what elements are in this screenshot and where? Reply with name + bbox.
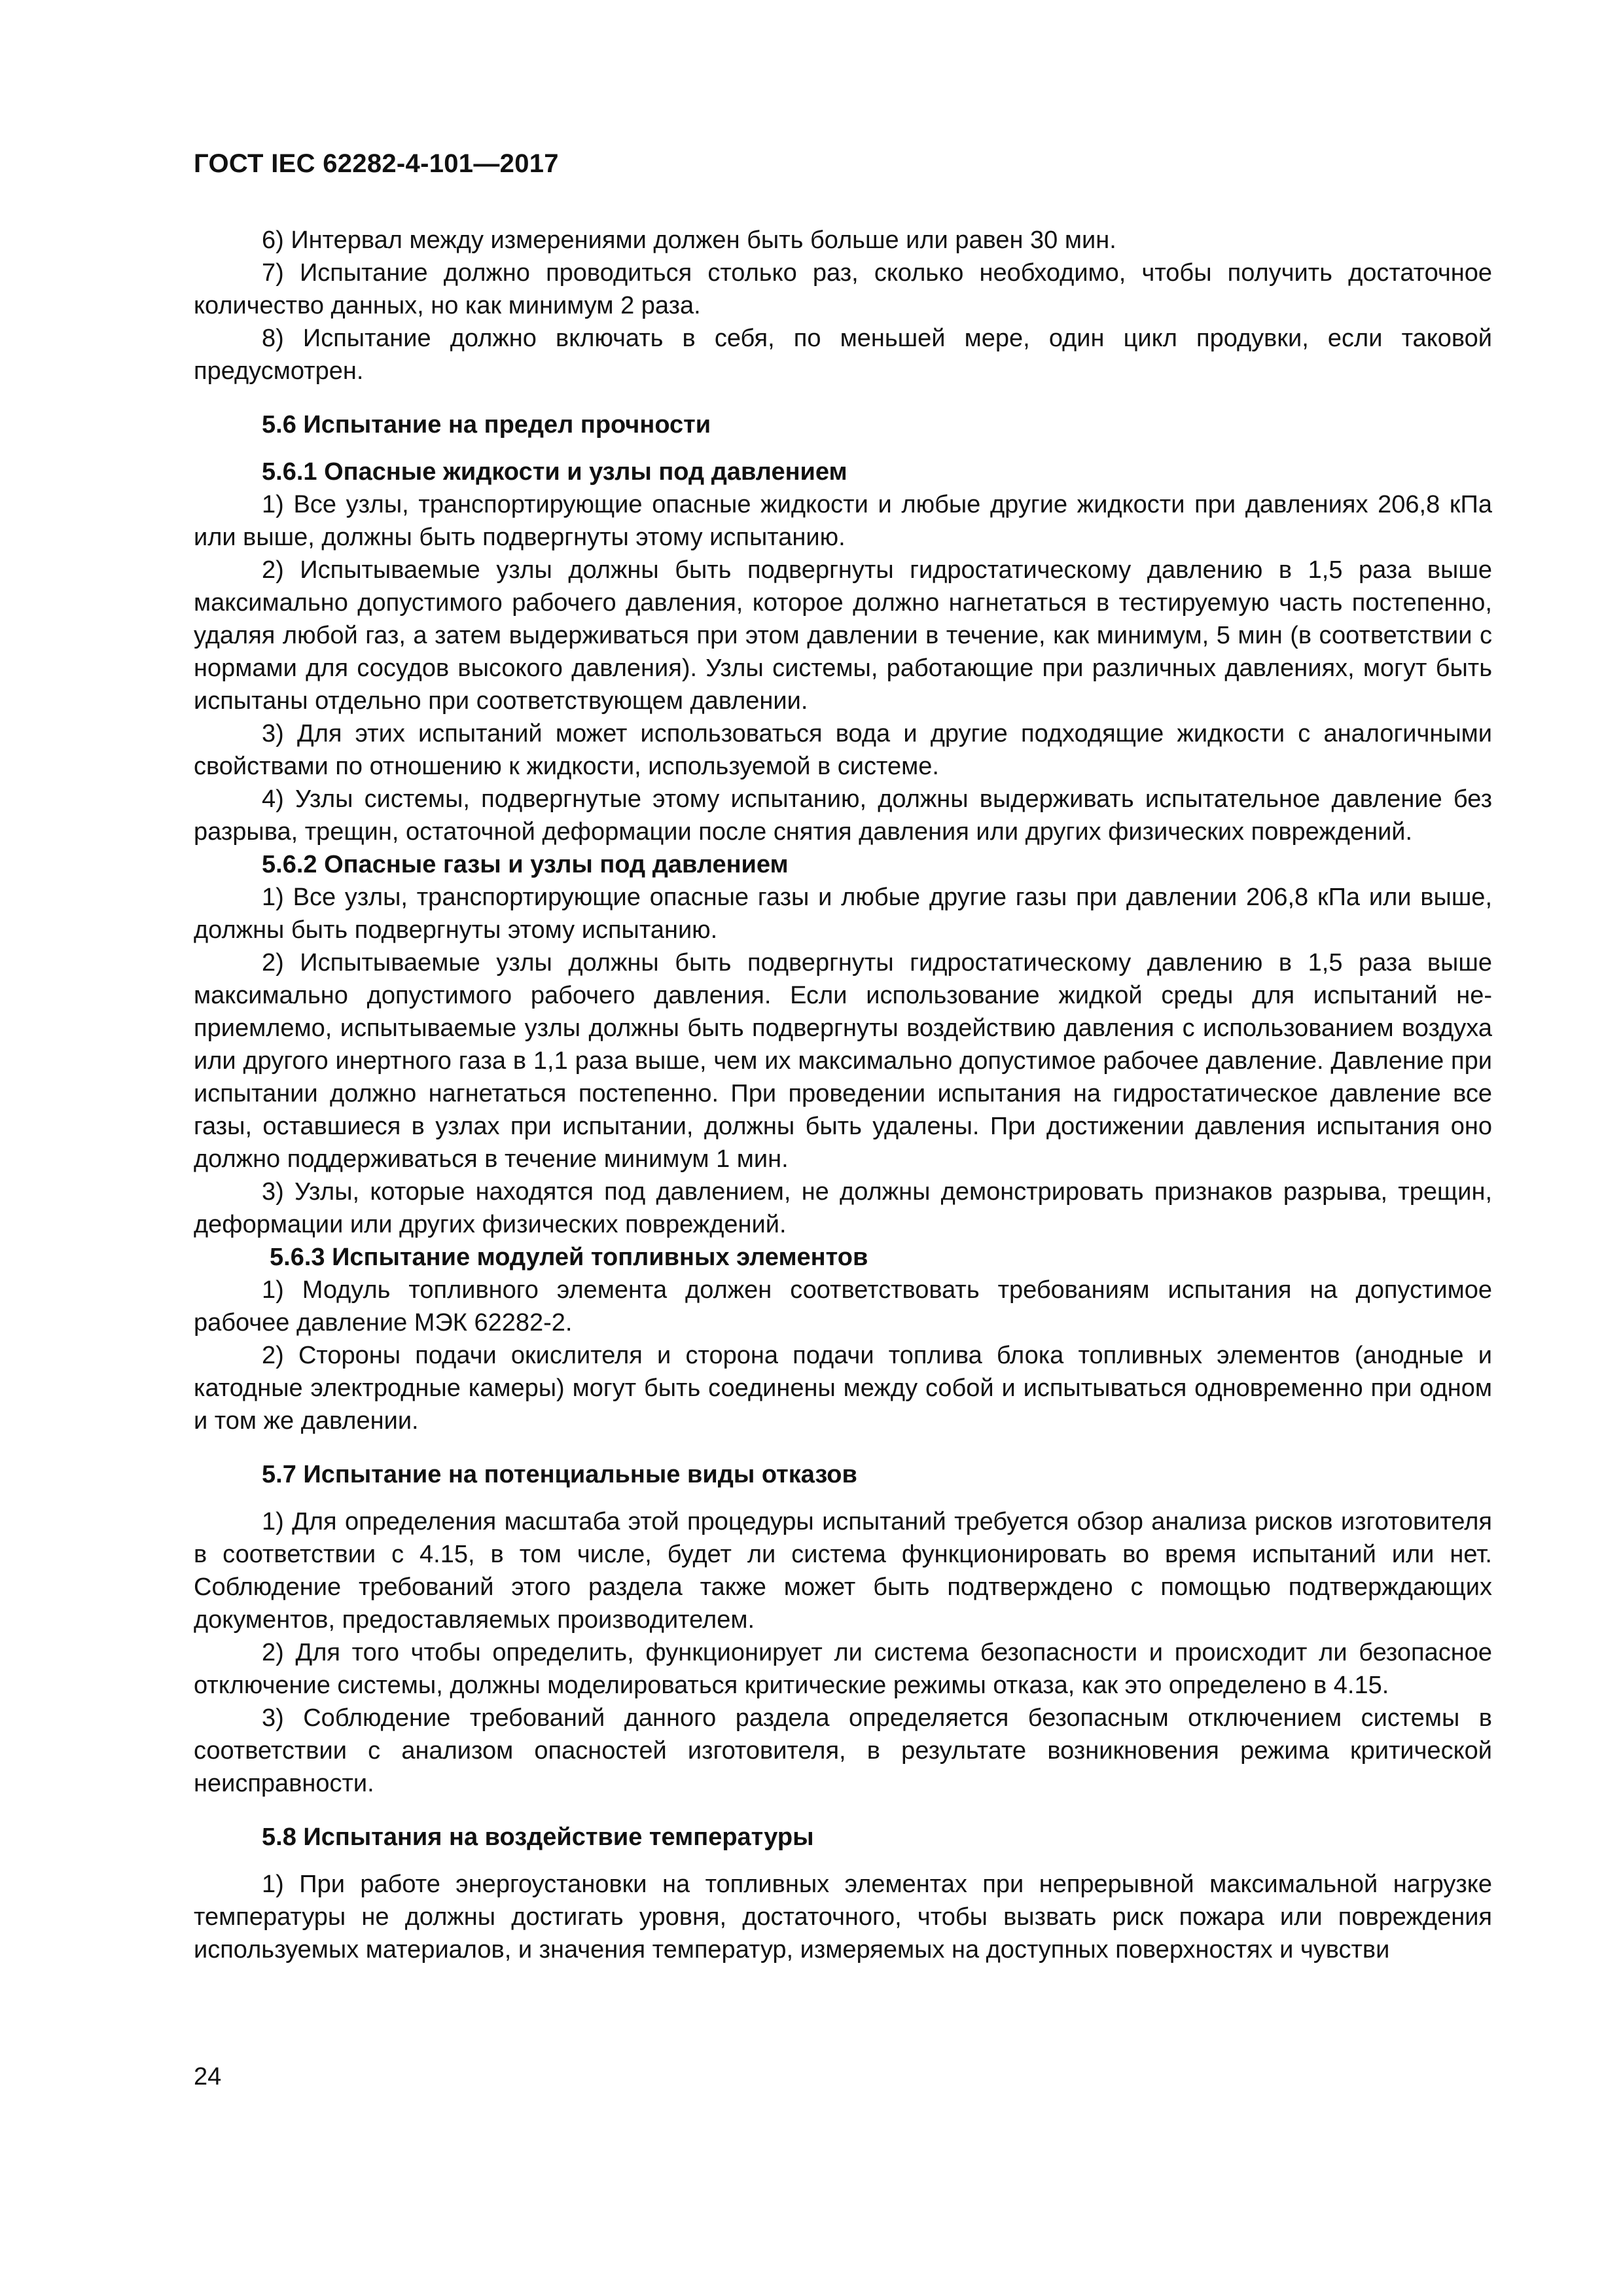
- paragraph: 2) Стороны подачи окислителя и сторона подачи топлива блока топливных элементов (анодные и катодные электродные камеры) могут быть соединены между собой и испытываться одновременно при одном и том же давлении.: [194, 1342, 1492, 1435]
- paragraph: 3) Соблюдение требований данного раздела определяется безопасным отключением системы в соответствии с анализом опасностей изготовителя, в результате возникновения режима критической неисправности.: [194, 1704, 1492, 1797]
- paragraph: 4) Узлы системы, подвергнутые этому испытанию, должны выдерживать испытательное давление без разрыва, трещин, остаточной деформации после снятия давления или других физических повреждений.: [194, 785, 1492, 846]
- paragraph: 2) Испытываемые узлы должны быть подвергнуты гидростатическому давлению в 1,5 раза выше максимально допустимого рабочего давления. Если использование жидкой среды для испытаний неприемлемо, испытываемые узлы должны быть подвергнуты воздействию давления с использованием воздуха или другого инертного газа в 1,1 раза выше, чем их максимально допустимое рабочее давление. Давление при испытании должно нагнетаться постепенно. При проведении испытания на гидростатическое давление все газы, оставшиеся в узлах при испытании, должны быть удалены. При достижении давления испытания оно должно поддерживаться в течение минимум 1 мин.: [194, 949, 1492, 1173]
- subsection-heading-5-6-1: 5.6.1 Опасные жидкости и узлы под давлением: [262, 458, 847, 486]
- paragraph: 7) Испытание должно проводиться столько раз, сколько необходимо, чтобы получить достаточное количество данных, но как минимум 2 раза.: [194, 259, 1492, 319]
- paragraph: 1) Все узлы, транспортирующие опасные жидкости и любые другие жидкости при давлениях 206,8 кПа или выше, должны быть подвергнуты этому испытанию.: [194, 491, 1492, 551]
- paragraph: 2) Для того чтобы определить, функционирует ли система безопасности и происходит ли безопасное отключение системы, должны моделироваться критические режимы отказа, как это определено в 4.15.: [194, 1639, 1492, 1699]
- paragraph: 8) Испытание должно включать в себя, по меньшей мере, один цикл продувки, если таковой предусмотрен.: [194, 325, 1492, 385]
- page-number: 24: [194, 2063, 222, 2090]
- paragraph: 3) Узлы, которые находятся под давлением, не должны демонстрировать признаков разрыва, трещин, деформации или других физических повреждений.: [194, 1178, 1492, 1238]
- section-heading-5-6: 5.6 Испытание на предел прочности: [262, 411, 711, 439]
- paragraph: 1) Все узлы, транспортирующие опасные газы и любые другие газы при давлении 206,8 кПа или выше, должны быть подвергнуты этому испытанию.: [194, 884, 1492, 944]
- paragraph: 3) Для этих испытаний может использоваться вода и другие подходящие жидкости с аналогичными свойствами по отношению к жидкости, используемой в системе.: [194, 720, 1492, 780]
- document-body: [194, 224, 1492, 1966]
- paragraph: 6) Интервал между измерениями должен быть больше или равен 30 мин.: [262, 226, 1116, 254]
- document-header: ГОСТ IEC 62282-4-101—2017: [194, 149, 559, 178]
- paragraph: 1) При работе энергоустановки на топливных элементах при непрерывной максимальной нагрузке температуры не должны достигать уровня, достаточного, чтобы вызвать риск пожара или повреждения используемых материалов, и значения температур, измеряемых на доступных поверхностях и чувстви: [194, 1871, 1492, 1964]
- section-heading-5-7: 5.7 Испытание на потенциальные виды отказов: [262, 1461, 857, 1488]
- subsection-heading-5-6-2: 5.6.2 Опасные газы и узлы под давлением: [262, 851, 789, 878]
- section-heading-5-8: 5.8 Испытания на воздействие температуры: [262, 1823, 814, 1851]
- subsection-heading-5-6-3: 5.6.3 Испытание модулей топливных элементов: [270, 1244, 868, 1271]
- paragraph: 1) Модуль топливного элемента должен соответствовать требованиям испытания на допустимое рабочее давление МЭК 62282-2.: [194, 1276, 1492, 1336]
- paragraph: 1) Для определения масштаба этой процедуры испытаний требуется обзор анализа рисков изготовителя в соответствии с 4.15, в том числе, будет ли система функционировать во время испытаний или нет. Соблюдение требований этого раздела также может быть подтверждено с помощью подтверждающих документов, предоставляемых производителем.: [194, 1508, 1492, 1634]
- paragraph: 2) Испытываемые узлы должны быть подвергнуты гидростатическому давлению в 1,5 раза выше максимально допустимого рабочего давления, которое должно нагнетаться в тестируемую часть постепенно, удаляя любой газ, а затем выдерживаться при этом давлении в течение, как минимум, 5 мин (в соответствии с нормами для сосудов высокого давления). Узлы системы, работающие при различных давлениях, могут быть испытаны отдельно при соответствующем давлении.: [194, 556, 1492, 715]
